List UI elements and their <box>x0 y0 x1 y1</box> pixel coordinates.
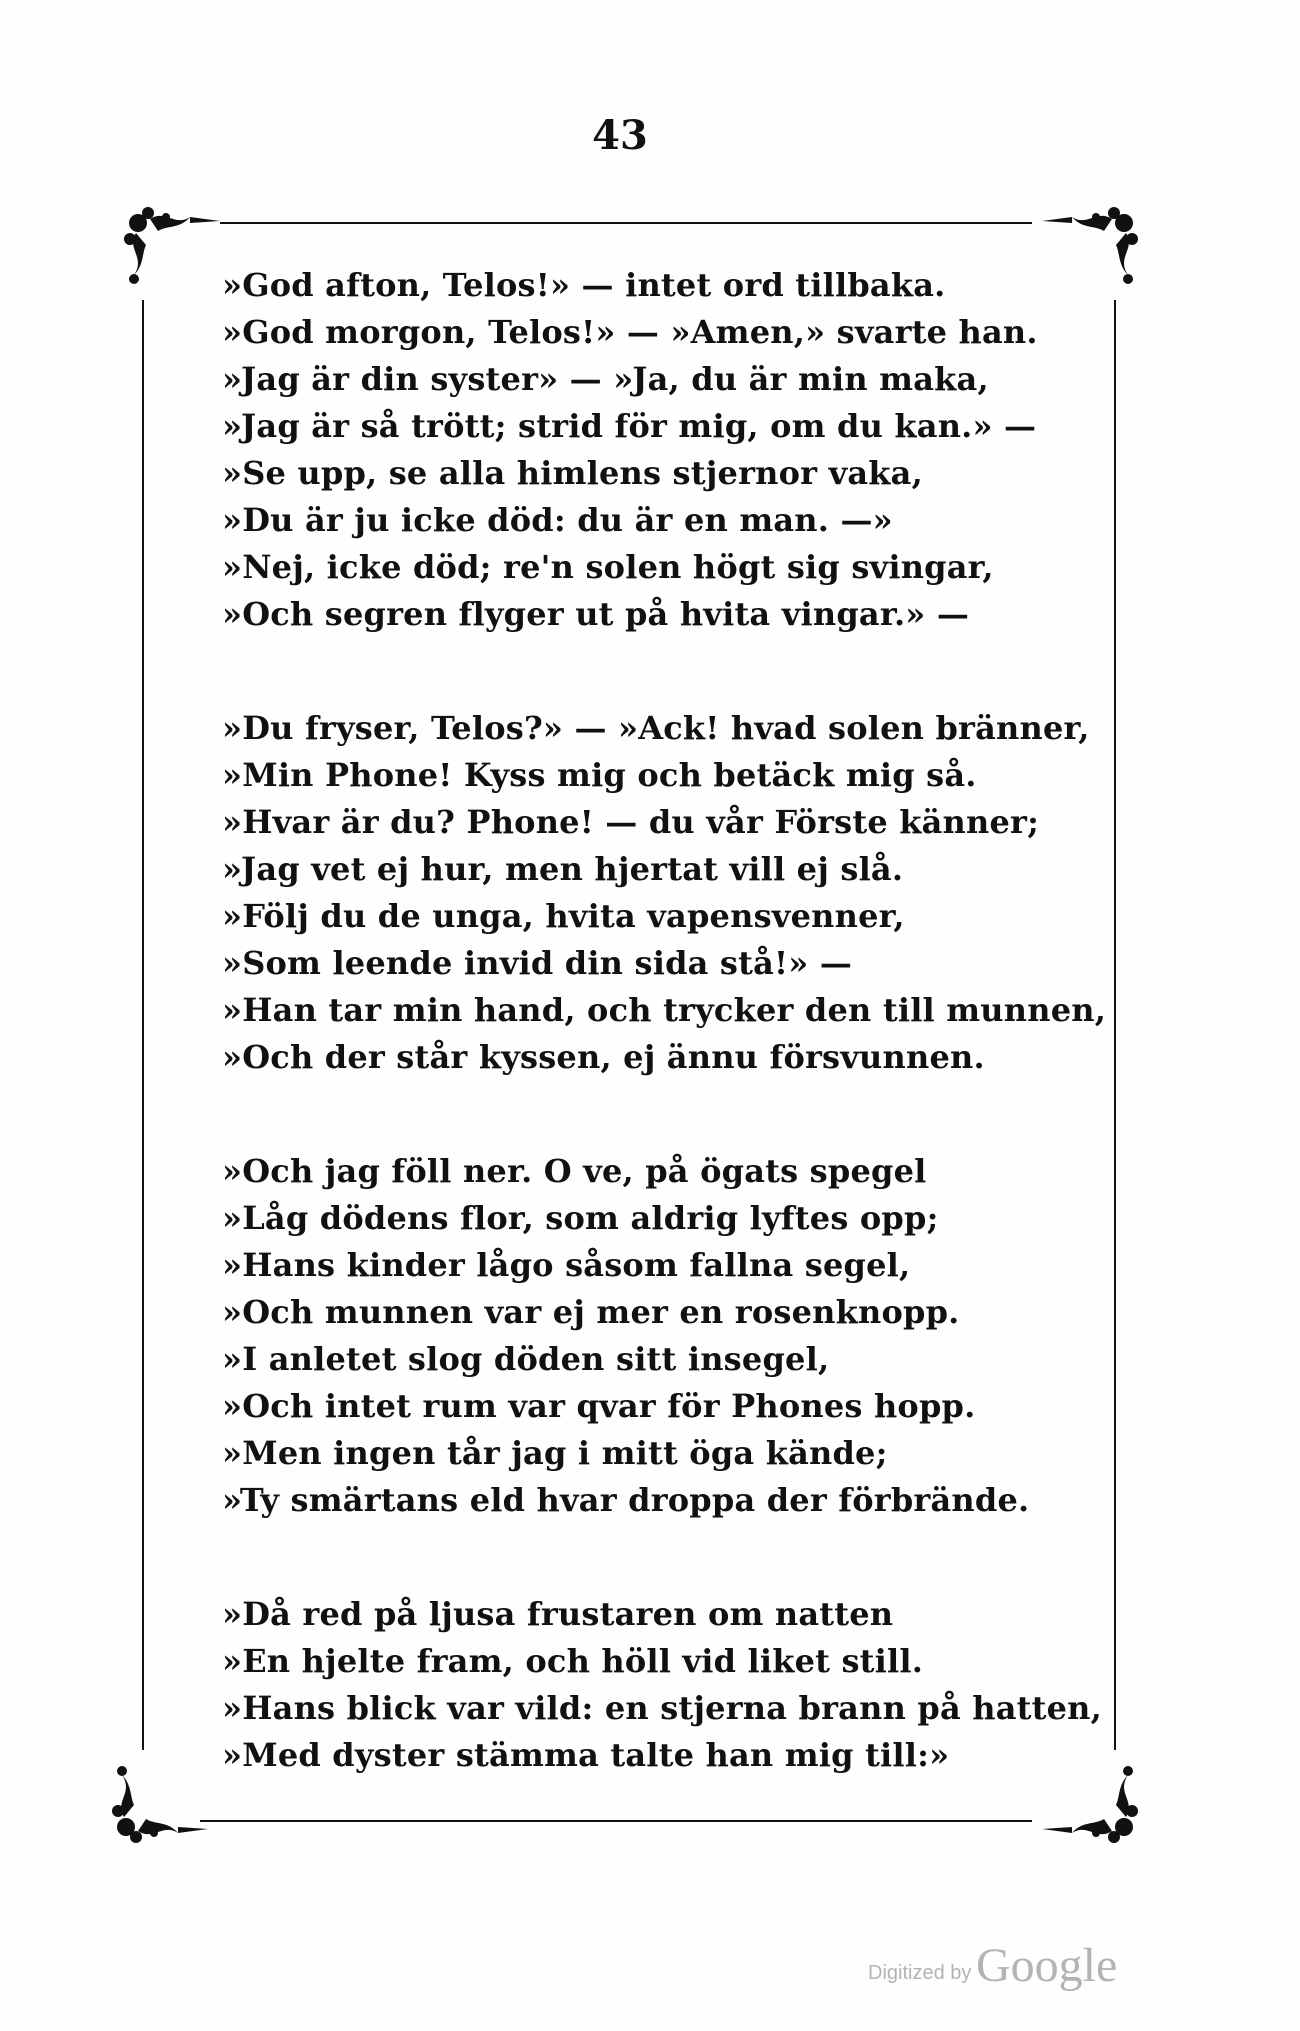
verse-line: »Han tar min hand, och trycker den till munnen, <box>222 991 1107 1029</box>
page-number: 43 <box>592 112 648 159</box>
google-logo: Google <box>976 1939 1118 1992</box>
verse-line: »Och intet rum var qvar för Phones hopp. <box>222 1387 976 1425</box>
poem-body <box>222 262 1107 1779</box>
verse-line: »Men ingen tår jag i mitt öga kände; <box>222 1434 888 1472</box>
verse-line: »Jag är så trött; strid för mig, om du kan.» — <box>222 407 1037 445</box>
verse-line: »Jag vet ej hur, men hjertat vill ej slå. <box>222 850 904 888</box>
verse-line: »Se upp, se alla himlens stjernor vaka, <box>222 454 923 492</box>
stanza <box>222 1148 1082 1524</box>
verse-line: »Och der står kyssen, ej ännu försvunnen. <box>222 1038 985 1076</box>
stanza <box>222 705 1107 1081</box>
verse-line: »Följ du de unga, hvita vapensvenner, <box>222 897 905 935</box>
stanza <box>222 1591 1102 1779</box>
verse-line: »Som leende invid din sida stå!» — <box>222 944 853 982</box>
frame-right-rule <box>1114 300 1116 1750</box>
verse-line: »Hans kinder lågo såsom fallna segel, <box>222 1246 911 1284</box>
verse-line: »Och segren flyger ut på hvita vingar.» — <box>222 595 970 633</box>
verse-line: »Du är ju icke död: du är en man. —» <box>222 501 893 539</box>
verse-line: »Du fryser, Telos?» — »Ack! hvad solen bränner, <box>222 709 1090 747</box>
verse-line: »God morgon, Telos!» — »Amen,» svarte han. <box>222 313 1038 351</box>
digitized-by-watermark <box>868 1938 1128 1998</box>
verse-line: »Min Phone! Kyss mig och betäck mig så. <box>222 756 977 794</box>
verse-line: »God afton, Telos!» — intet ord tillbaka. <box>222 266 946 304</box>
floral-corner-icon <box>108 1745 220 1845</box>
verse-line: »Hans blick var vild: en stjerna brann på hatten, <box>222 1689 1102 1727</box>
verse-line: »En hjelte fram, och höll vid liket still. <box>222 1642 924 1680</box>
verse-line: »Ty smärtans eld hvar droppa der förbrände. <box>222 1481 1030 1519</box>
verse-line: »Och jag föll ner. O ve, på ögats spegel <box>222 1152 927 1190</box>
verse-line: »Jag är din syster» — »Ja, du är min maka, <box>222 360 989 398</box>
floral-corner-icon <box>120 205 232 305</box>
verse-line: »Med dyster stämma talte han mig till:» <box>222 1736 950 1774</box>
stanza <box>222 262 1082 638</box>
verse-line: »Låg dödens flor, som aldrig lyftes opp; <box>222 1199 939 1237</box>
verse-line: »Då red på ljusa frustaren om natten <box>222 1595 894 1633</box>
frame-top-rule <box>220 222 1032 224</box>
verse-line: »Hvar är du? Phone! — du vår Förste känner; <box>222 803 1040 841</box>
verse-line: »I anletet slog döden sitt insegel, <box>222 1340 830 1378</box>
verse-line: »Och munnen var ej mer en rosenknopp. <box>222 1293 960 1331</box>
frame-bottom-rule <box>200 1820 1032 1822</box>
verse-line: »Nej, icke död; re'n solen högt sig svingar, <box>222 548 994 586</box>
digitized-label: Digitized by <box>868 1962 972 1984</box>
frame-left-rule <box>142 300 144 1750</box>
